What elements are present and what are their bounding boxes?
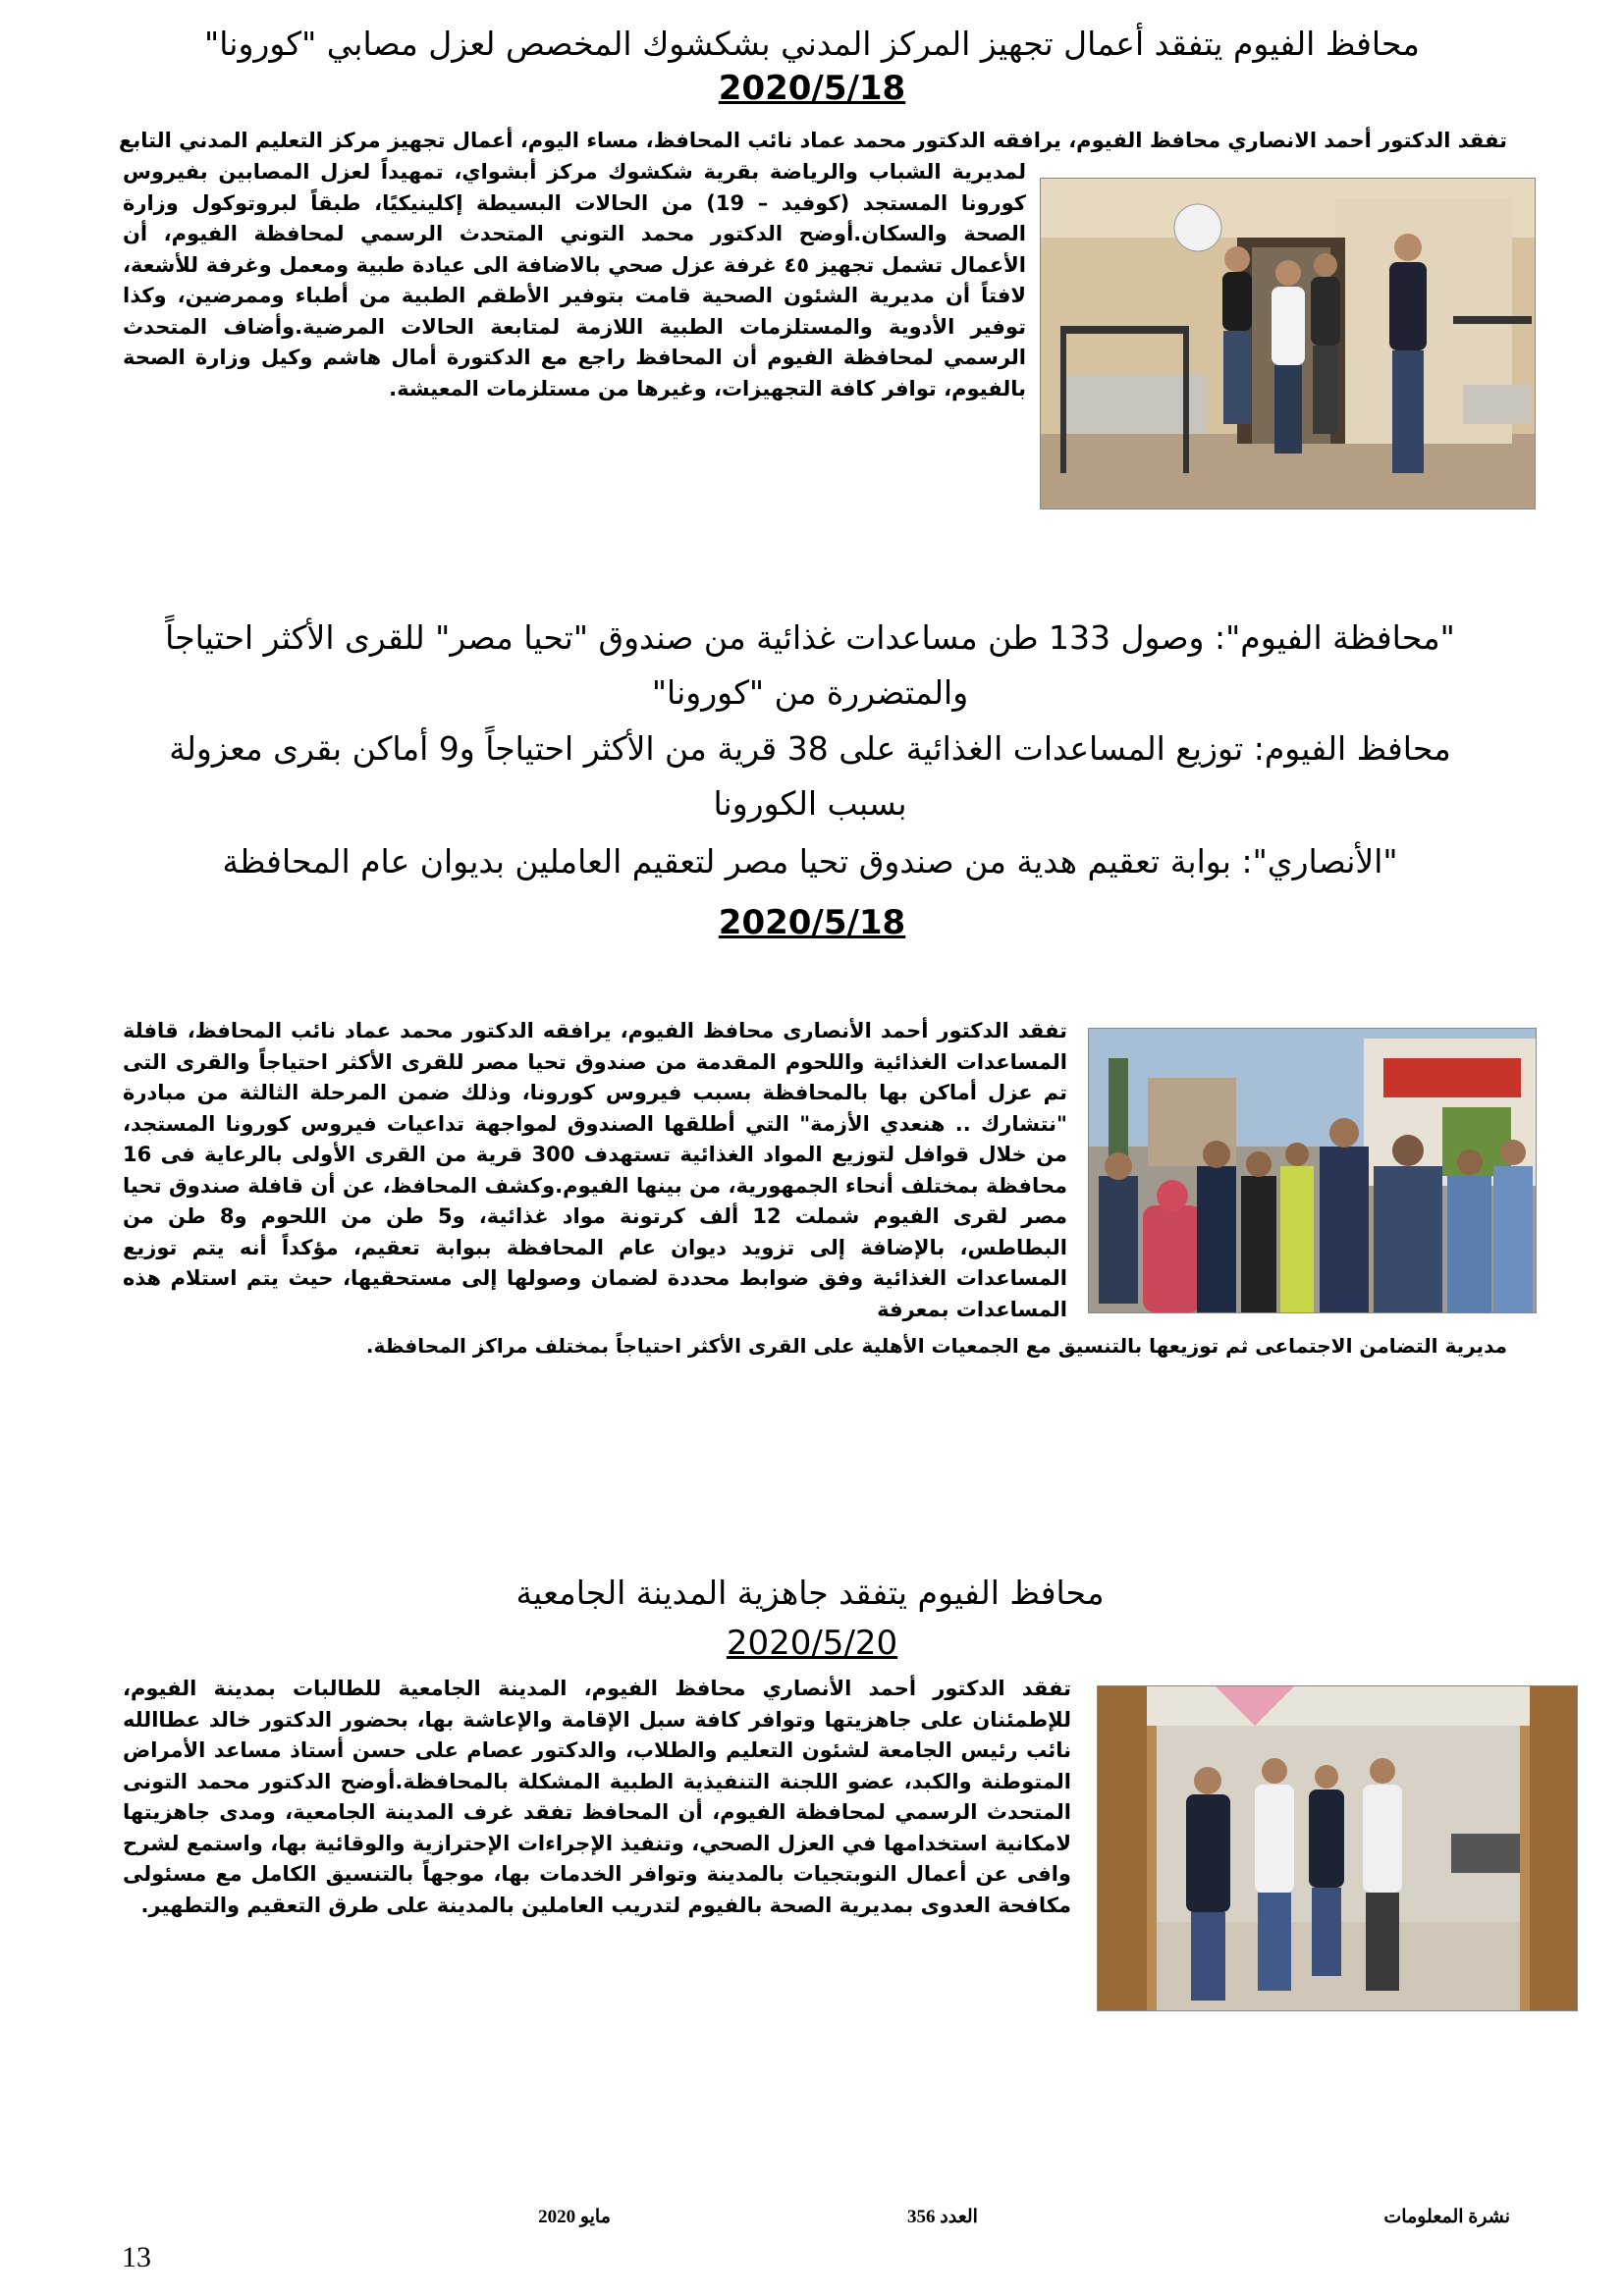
article1-body: لمديرية الشباب والرياضة بقرية شكشوك مركز أبشواي، تمهيداً لعزل المصابين بفيروس كورونا المستجد (كوفيد – 19) من الحالات البسيطة إكلينيكيًا، طبقاً لبروتوكول وزارة الصحة والسكان.أوضح الدكتور محمد التوني المتحدث الرسمي لمحافظة الفيوم، أن الأعمال تشمل تجهيز ٤٥ غرفة عزل صحي بالاضافة الى عيادة طبية ومعمل وغرفة للأشعة، لافتاً أن مديرية الشئون الصحية قامت بتوفير الأطقم الطبية من أطباء وممرضين، وكذا توفير الأدوية والمستلزمات الطبية اللازمة لمتابعة الحالات المرضية.وأضاف المتحدث الرسمي لمحافظة الفيوم أن المحافظ راجع مع الدكتورة أمال هاشم وكيل وزارة الصحة بالفيوم، توافر كافة التجهيزات، وغيرها من مستلزمات المعيشة. — [123, 160, 1026, 400]
article3-title: محافظ الفيوم يتفقد جاهزية المدينة الجامعية — [515, 1574, 1105, 1612]
article2-body-end: مديرية التضامن الاجتماعى ثم توزيعها بالتنسيق مع الجمعيات الأهلية على القرى الأكثر احتياجاً بمختلف مراكز المحافظة. — [365, 1334, 1507, 1358]
article1-body-intro: تفقد الدكتور أحمد الانصاري محافظ الفيوم، يرافقه الدكتور محمد عماد نائب المحافظ، مساء اليوم، أعمال تجهيز مركز التعليم المدني التابع — [119, 129, 1507, 152]
university-dorm-photo — [1098, 1686, 1577, 2010]
article3-photo — [1097, 1685, 1578, 2011]
article1-date: 2020/5/18 — [718, 69, 906, 108]
isolation-room-photo — [1041, 179, 1535, 508]
article1-title: محافظ الفيوم يتفقد أعمال تجهيز المركز المدني بشكشوك المخصص لعزل مصابي "كورونا" — [204, 25, 1420, 63]
article2-headline-2: محافظ الفيوم: توزيع المساعدات الغذائية على 38 قرية من الأكثر احتياجاً و9 أماكن بقرى معزولة بسبب الكورونا — [169, 729, 1451, 823]
article2-body: تفقد الدكتور أحمد الأنصارى محافظ الفيوم، يرافقه الدكتور محمد عماد نائب المحافظ، قافلة المساعدات الغذائية واللحوم المقدمة من صندوق تحيا مصر للقرى الأكثر احتياجاً والقرى التى تم عزل أماكن بها بالمحافظة بسبب فيروس كورونا، وذلك ضمن المرحلة الثالثة من مبادرة "نتشارك .. هنعدي الأزمة" التي أطلقها الصندوق لمواجهة تداعيات فيروس كورونا المستجد، من خلال قوافل لتوزيع المواد الغذائية تستهدف 300 قرية من القرى الأولى بالرعاية فى 16 محافظة بمختلف أنحاء الجمهورية، من بينها الفيوم.وكشف المحافظ، عن أن قافلة صندوق تحيا مصر لقرى الفيوم شملت 12 ألف كرتونة مواد غذائية، و5 طن من اللحوم و8 طن من البطاطس، بالإضافة إلى تزويد ديوان عام المحافظة ببوابة تعقيم، مؤكداً أنه يتم توزيع المساعدات الغذائية وفق ضوابط محددة لضمان وصولها إلى مستحقيها، حيث يتم استلام هذه المساعدات بمعرفة — [123, 1019, 1068, 1321]
article2-photo — [1088, 1028, 1537, 1313]
article2-date: 2020/5/18 — [718, 903, 906, 942]
footer-month: مايو 2020 — [538, 2207, 611, 2227]
aid-convoy-photo — [1089, 1029, 1536, 1312]
footer-issue: العدد 356 — [907, 2207, 978, 2227]
article1-photo — [1040, 178, 1536, 509]
page-number: 13 — [122, 2241, 151, 2273]
article3-date: 2020/5/20 — [726, 1624, 898, 1663]
article2-headline-3: "الأنصاري": بوابة تعقيم هدية من صندوق تحيا مصر لتعقيم العاملين بديوان عام المحافظة — [222, 842, 1398, 881]
article3-body: تفقد الدكتور أحمد الأنصاري محافظ الفيوم، المدينة الجامعية للطالبات بمدينة الفيوم، للإطمئنان على جاهزيتها وتوافر كافة سبل الإقامة والإعاشة بها، بحضور الدكتور خالد عطاالله نائب رئيس الجامعة لشئون التعليم والطلاب، والدكتور عصام على حسن أستاذ مساعد الأمراض المتوطنة والكبد، عضو اللجنة التنفيذية الطبية المشكلة بالمحافظة.أوضح الدكتور محمد التونى المتحدث الرسمي لمحافظة الفيوم، أن المحافظ تفقد غرف المدينة الجامعية، ومدى جاهزيتها لامكانية استخدامها في العزل الصحي، وتنفيذ الإجراءات الإحترازية والوقائية بها، واستمع لشرح وافى عن أعمال النوبتجيات بالمدينة وتوافر الخدمات بها، موجهاً بالتنسيق الكامل مع مسئولى مكافحة العدوى بمديرية الصحة بالفيوم لتدريب العاملين بالمدينة على طرق التعقيم والتطهير. — [123, 1677, 1071, 1917]
article2-headline-1: "محافظة الفيوم": وصول 133 طن مساعدات غذائية من صندوق "تحيا مصر" للقرى الأكثر احتياجاً والمتضررة من "كورونا" — [165, 618, 1455, 712]
footer-publication: نشرة المعلومات — [1383, 2207, 1510, 2227]
